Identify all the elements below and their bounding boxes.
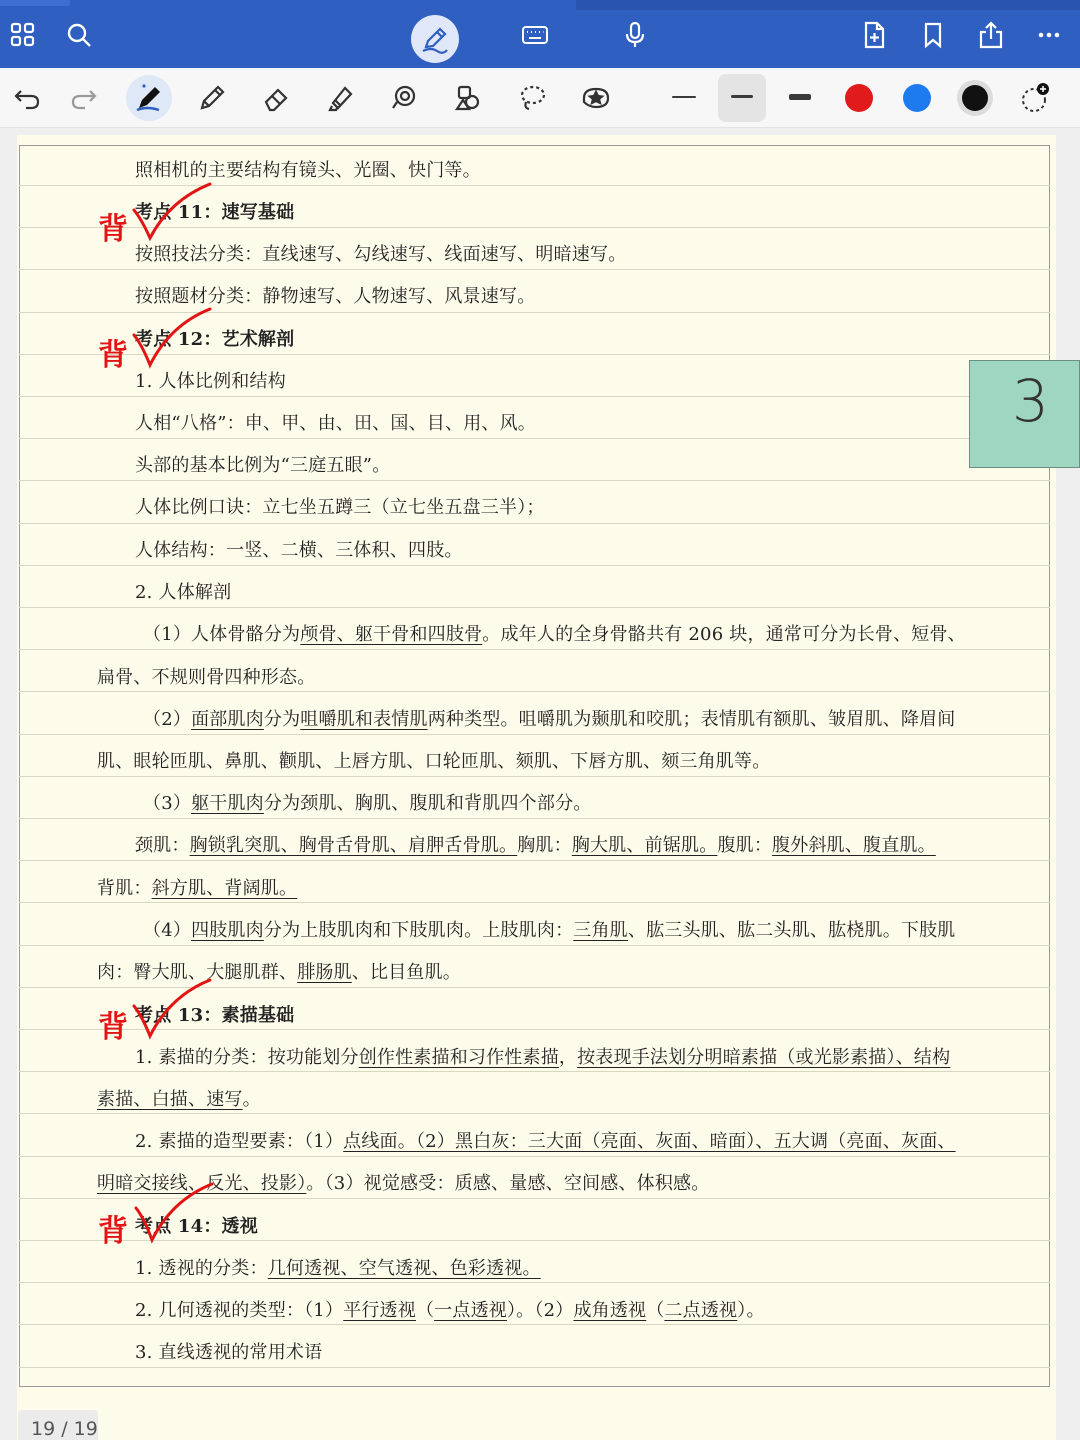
ruled-line [19,480,1050,481]
ruled-line [19,1156,1050,1157]
text-line: 明暗交接线、反光、投影）。（3）视觉感受：质感、量感、空间感、体积感。 [97,1173,710,1194]
text-line: （4）四肢肌肉分为上肢肌肉和下肢肌肉。上肢肌肉：三角肌、肱三头肌、肱二头肌、肱桡肌。下肢肌 [143,920,956,941]
text-line: 人体比例口诀：立七坐五蹲三（立七坐五盘三半）； [135,497,545,518]
section-heading: 考点 11：速写基础 [135,202,295,223]
handwritten-mark: 背 [98,1010,128,1045]
section-heading: 考点 13：素描基础 [135,1005,295,1026]
text-line: 素描、白描、速写。 [97,1089,261,1110]
keyboard-icon[interactable] [514,14,556,56]
text-line: 1. 素描的分类：按功能划分创作性素描和习作性素描，按表现手法划分明暗素描（或光影素描）、结构 [135,1047,951,1068]
text-line: 头部的基本比例为“三庭五眼”。 [135,455,391,476]
red-check-icon [130,180,215,245]
add-color-icon[interactable] [1018,80,1054,116]
grid-icon[interactable] [2,14,44,56]
ruled-line [19,438,1050,439]
tab-highlight-left [0,0,70,6]
text-line: 2. 人体解剖 [135,582,232,603]
handwritten-mark: 背 [98,212,128,247]
fountain-pen-icon[interactable] [126,75,172,121]
text-line: 照相机的主要结构有镜头、光圈、快门等。 [135,160,481,181]
section-heading: 考点 12：艺术解剖 [135,329,295,350]
more-icon[interactable] [1028,14,1070,56]
color-swatch-red[interactable] [845,84,873,112]
text-line: （2）面部肌肉分为咀嚼肌和表情肌两种类型。咀嚼肌为颞肌和咬肌；表情肌有额肌、皱眉肌、降眉间 [143,709,956,730]
ruled-line [19,1282,1050,1283]
ruled-line [19,945,1050,946]
red-check-icon [130,976,215,1041]
sticky-note-label: 3 [1012,367,1049,435]
ruled-line [19,1113,1050,1114]
text-line: （3）躯干肌肉分为颈肌、胸肌、腹肌和背肌四个部分。 [143,793,592,814]
bookmark-icon[interactable] [912,14,954,56]
tab-highlight-right [576,0,1080,10]
text-line: 1. 人体比例和结构 [135,371,286,392]
ruled-line [19,1367,1050,1368]
redo-icon[interactable] [62,76,106,120]
ruled-line [19,902,1050,903]
sticky-note-tab[interactable] [969,360,1080,468]
thick-stroke-option[interactable] [789,94,811,100]
share-icon[interactable] [970,14,1012,56]
ruled-line [19,734,1050,735]
ruled-line [19,1324,1050,1325]
text-line: 2. 素描的造型要素：（1）点线面。（2）黑白灰：三大面（亮面、灰面、暗面）、五大调（亮面、灰面、 [135,1131,956,1152]
text-line: 按照技法分类：直线速写、勾线速写、线面速写、明暗速写。 [135,244,627,265]
pen-mode-icon[interactable] [411,15,459,63]
ruled-line [19,523,1050,524]
ruled-line [19,396,1050,397]
ruled-line [19,269,1050,270]
ruled-line [19,776,1050,777]
pencil-icon[interactable] [190,76,234,120]
medium-stroke-line [731,95,753,98]
ruled-line [19,818,1050,819]
section-heading: 考点 14：透视 [135,1216,258,1237]
add-page-icon[interactable] [853,14,895,56]
handwritten-mark: 背 [98,1214,128,1249]
top-app-bar [0,0,1080,68]
element-icon[interactable] [446,76,490,120]
eraser-icon[interactable] [254,76,298,120]
ruled-line [19,860,1050,861]
page-indicator: 19 / 19 [18,1410,98,1440]
shapes-icon[interactable] [382,76,426,120]
text-line: 人体结构：一竖、二横、三体积、四肢。 [135,540,463,561]
ruled-line [19,691,1050,692]
ruled-line [19,649,1050,650]
text-line: 肌、眼轮匝肌、鼻肌、颧肌、上唇方肌、口轮匝肌、颏肌、下唇方肌、颏三角肌等。 [97,751,771,772]
ruled-line [19,1071,1050,1072]
text-line: 颈肌：胸锁乳突肌、胸骨舌骨肌、肩胛舌骨肌。胸肌：胸大肌、前锯肌。腹肌：腹外斜肌、腹直肌。 [135,835,936,856]
thin-stroke-option[interactable] [672,96,696,98]
red-check-icon [130,305,215,370]
medium-stroke-option[interactable] [718,74,766,122]
text-line: 1. 透视的分类：几何透视、空气透视、色彩透视。 [135,1258,541,1279]
highlighter-icon[interactable] [318,76,362,120]
microphone-icon[interactable] [614,14,656,56]
text-line: 按照题材分类：静物速写、人物速写、风景速写。 [135,286,536,307]
text-line: 肉：臀大肌、大腿肌群、腓肠肌、比目鱼肌。 [97,962,462,983]
text-line: 扁骨、不规则骨四种形态。 [97,667,316,688]
text-line: 2. 几何透视的类型：（1）平行透视（一点透视）。（2）成角透视（二点透视）。 [135,1300,765,1321]
sticker-icon[interactable] [574,76,618,120]
color-swatch-blue[interactable] [903,84,931,112]
text-line: 人相“八格”：申、甲、由、田、国、目、用、风。 [135,413,537,434]
color-swatch-black[interactable] [962,85,988,111]
text-line: 背肌：斜方肌、背阔肌。 [97,878,298,899]
text-line: 3. 直线透视的常用术语 [135,1342,323,1363]
text-line: （1）人体骨骼分为颅骨、躯干骨和四肢骨。成年人的全身骨骼共有 206 块，通常可分为长骨、短骨、 [143,624,966,645]
search-icon[interactable] [58,14,100,56]
handwritten-mark: 背 [98,338,128,373]
ruled-line [19,607,1050,608]
undo-icon[interactable] [5,76,49,120]
red-check-icon [132,1180,217,1245]
ruled-line [19,565,1050,566]
lasso-icon[interactable] [510,76,554,120]
